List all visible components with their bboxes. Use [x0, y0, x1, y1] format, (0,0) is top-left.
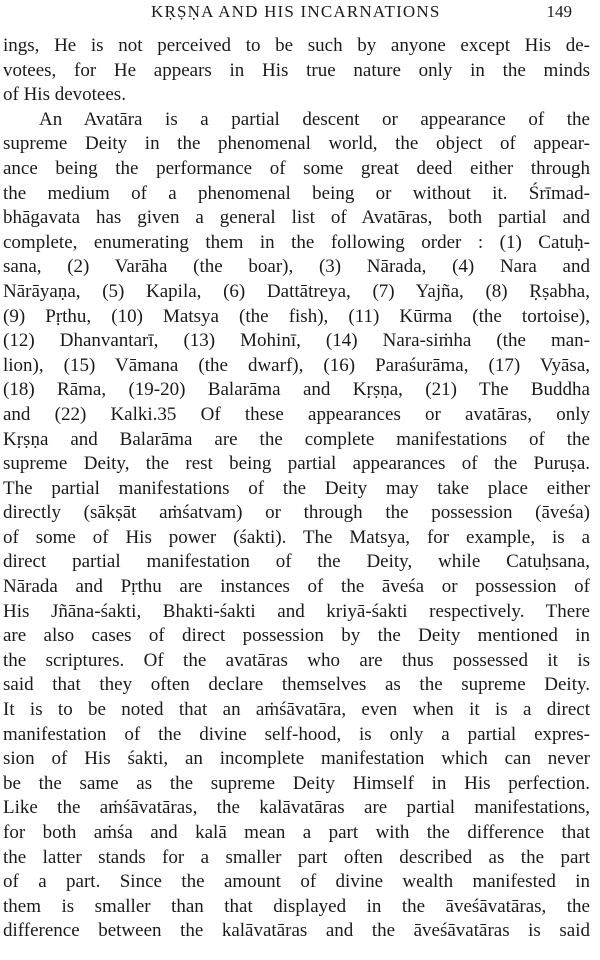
text-line: His Jñāna-śakti, Bhakti-śakti and kriyā-śakti respectively. There — [3, 600, 590, 622]
text-line: Nārāyaṇa, (5) Kapila, (6) Dattātreya, (7) Yajña, (8) Ṛṣabha, — [3, 280, 590, 302]
text-line: of some of His power (śakti). The Matsya, for example, is a — [3, 526, 590, 548]
text-line: difference between the kalāvatāras and the āveśāvatāras is said — [3, 920, 590, 942]
text-line: of His devotees. — [3, 84, 126, 106]
text-line: be the same as the supreme Deity Himself in His perfection. — [3, 772, 590, 794]
text-line: Nārada and Pṛthu are instances of the āveśa or possession of — [3, 576, 590, 598]
text-line: complete, enumerating them in the following order : (1) Catuḥ- — [3, 231, 590, 253]
text-line: (12) Dhanvantarī, (13) Mohinī, (14) Nara-siṁha (the man- — [3, 330, 590, 352]
text-line: Kṛṣṇa and Balarāma are the complete manifestations of the — [3, 428, 590, 450]
text-line: said that they often declare themselves as the supreme Deity. — [3, 674, 590, 696]
page-body — [3, 34, 590, 944]
running-title: KṚṢṆA AND HIS INCARNATIONS — [151, 2, 441, 21]
text-line: the latter stands for a smaller part often described as the part — [3, 846, 590, 868]
text-line: them is smaller than that displayed in the āveśāvatāras, the — [3, 895, 590, 917]
paragraph-1 — [3, 34, 590, 108]
text-line: supreme Deity, the rest being partial appearances of the Puruṣa. — [3, 453, 590, 475]
text-line: ings, He is not perceived to be such by anyone except His de- — [3, 35, 590, 56]
text-line: Like the aṁśāvatāras, the kalāvatāras are partial manifestations, — [3, 797, 590, 819]
text-line: An Avatāra is a partial descent or appearance of the — [39, 108, 590, 130]
paragraph-2 — [3, 108, 590, 944]
text-line: sion of His śakti, an incomplete manifestation which can never — [3, 748, 590, 770]
text-line: votees, for He appears in His true nature only in the minds — [3, 59, 590, 81]
text-line: The partial manifestations of the Deity may take place either — [3, 477, 590, 499]
text-line: ance being the performance of some great deed either through — [3, 157, 590, 179]
text-line: (9) Pṛthu, (10) Matsya (the fish), (11) Kūrma (the tortoise), — [3, 305, 590, 327]
text-line: bhāgavata has given a general list of Avatāras, both partial and — [3, 207, 590, 229]
text-line: supreme Deity in the phenomenal world, the object of appear- — [3, 133, 590, 155]
text-line: direct partial manifestation of the Deity, while Catuḥsana, — [3, 551, 590, 573]
text-line: of a part. Since the amount of divine wealth manifested in — [3, 871, 590, 893]
page-number: 149 — [546, 2, 572, 21]
text-line: the scriptures. Of the avatāras who are thus possessed it is — [3, 649, 590, 671]
text-line: and (22) Kalki.35 Of these appearances or avatāras, only — [3, 403, 590, 425]
text-line: sana, (2) Varāha (the boar), (3) Nārada, (4) Nara and — [3, 256, 590, 278]
text-line: (18) Rāma, (19-20) Balarāma and Kṛṣṇa, (21) The Buddha — [3, 379, 590, 401]
text-line: It is to be noted that an aṁśāvatāra, even when it is a direct — [3, 699, 590, 721]
text-line: directly (sākṣāt aṁśatvam) or through the possession (āveśa) — [3, 502, 590, 524]
text-line: manifestation of the divine self-hood, is only a partial expres- — [3, 723, 590, 745]
page-header — [3, 0, 590, 28]
text-line: for both aṁśa and kalā mean a part with the difference that — [3, 822, 590, 843]
text-line: the medium of a phenomenal being or without it. Śrīmad- — [3, 182, 590, 204]
text-line: lion), (15) Vāmana (the dwarf), (16) Paraśurāma, (17) Vyāsa, — [3, 354, 590, 376]
text-line: are also cases of direct possession by the Deity mentioned in — [3, 625, 590, 647]
